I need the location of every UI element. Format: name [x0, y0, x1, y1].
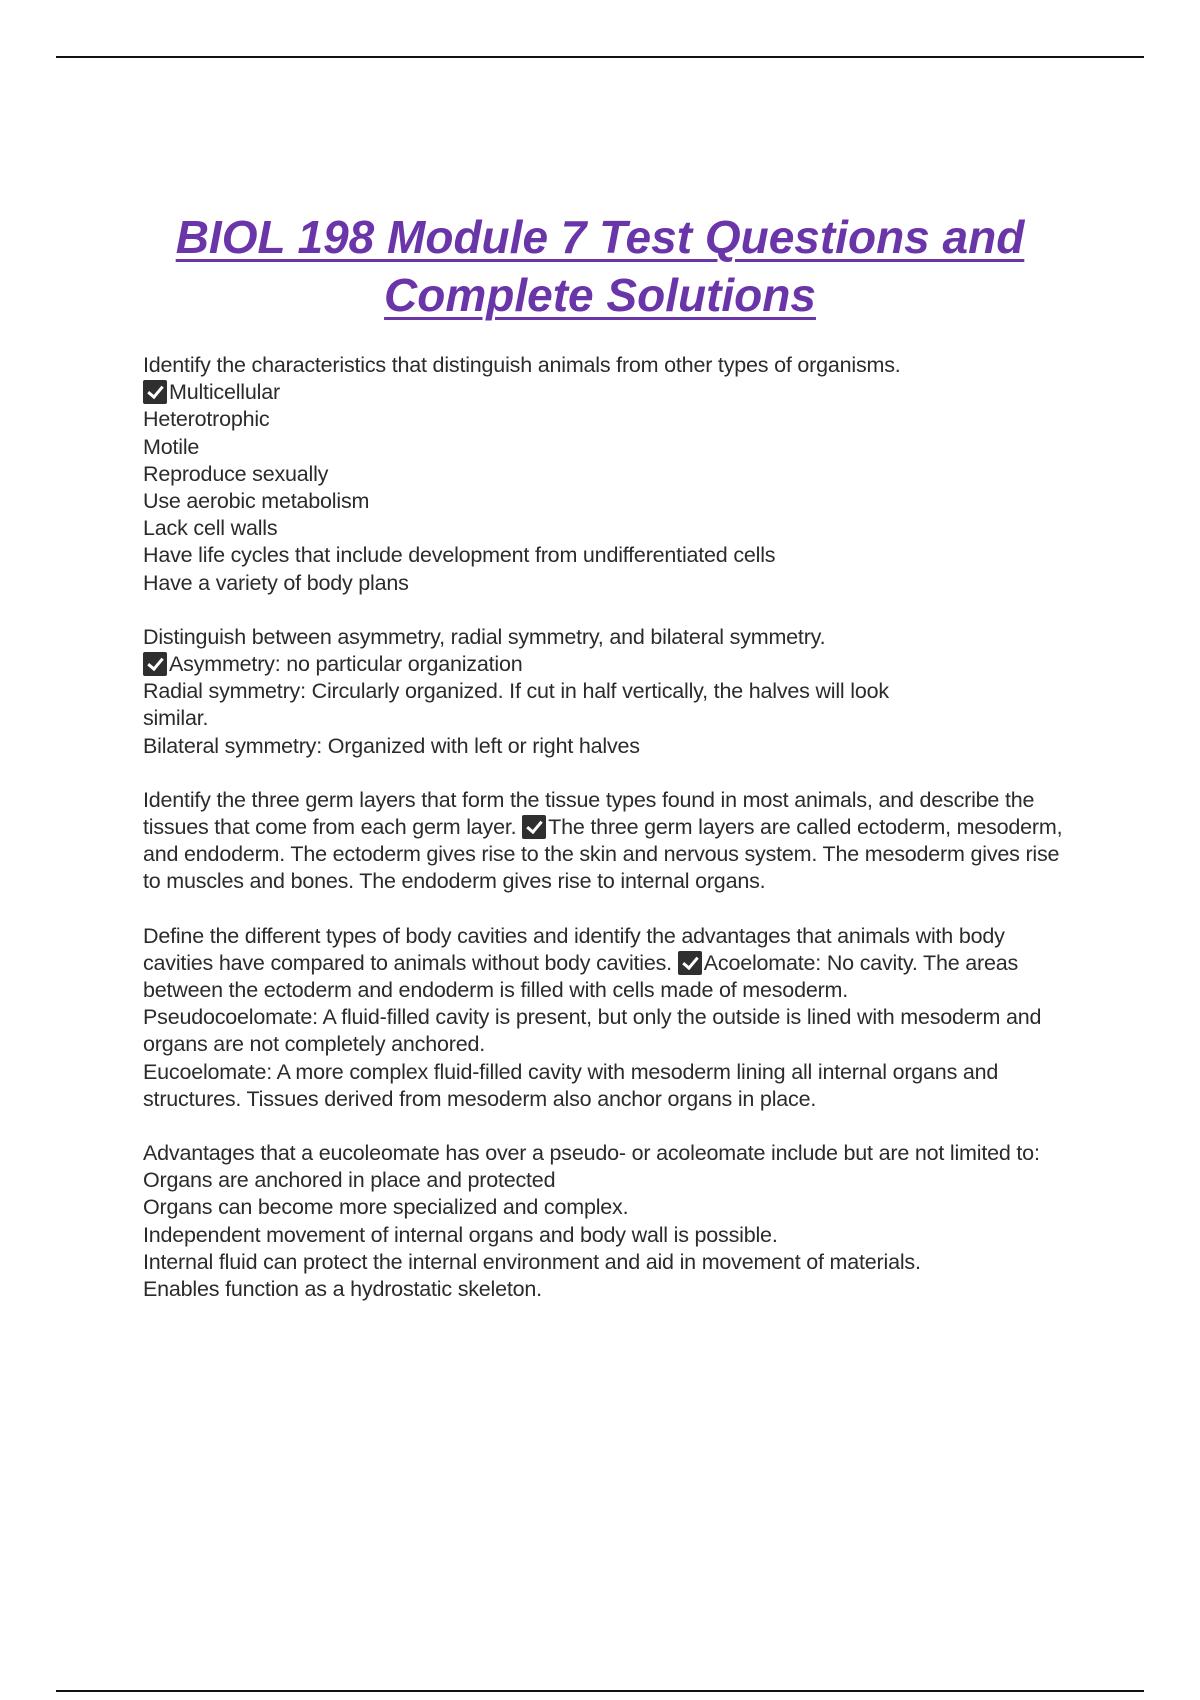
question-text: Identify the three germ layers that form the tissue types found in most animals, and describe the tissues that come from each germ layer.	[143, 787, 1035, 840]
answer-line: Lack cell walls	[143, 516, 278, 541]
title-line-1: BIOL 198 Module 7 Test Questions and	[175, 211, 1025, 263]
answer-line: Asymmetry: no particular organization	[143, 651, 1063, 678]
answer-text: Acoelomate: No cavity. The areas between the ectoderm and endoderm is filled with cells made of mesoderm.	[143, 950, 1019, 1003]
checkmark-icon	[143, 652, 167, 676]
checkmark-icon	[143, 380, 167, 404]
advantage-item: Independent movement of internal organs and body wall is possible.	[143, 1222, 778, 1247]
document-title	[120, 208, 1080, 324]
question-block-germ-layers	[143, 787, 1063, 896]
answer-line: Bilateral symmetry: Organized with left or right halves	[143, 733, 640, 758]
question-block-body-cavities	[143, 923, 1063, 1113]
question-answer-paragraph	[143, 787, 1063, 896]
answer-line: Multicellular	[143, 379, 1063, 406]
answer-line: Reproduce sexually	[143, 461, 329, 486]
answer-line: Heterotrophic	[143, 407, 270, 432]
answer-line: Use aerobic metabolism	[143, 489, 370, 514]
question-block-symmetry	[143, 624, 1063, 760]
checkmark-icon	[522, 815, 546, 839]
bottom-rule	[56, 1690, 1144, 1692]
eucoelomate-text: Eucoelomate: A more complex fluid-filled cavity with mesoderm lining all internal organs and structures. Tissues derived from mesoderm also anchor organs in place.	[143, 1059, 999, 1111]
question-text: Define the different types of body cavities and identify the advantages that animals with body cavities have compared to animals without body cavities.	[143, 923, 1005, 975]
advantage-item: Organs are anchored in place and protected	[143, 1168, 556, 1193]
title-line-2: Complete Solutions	[384, 269, 816, 321]
question-text: Distinguish between asymmetry, radial symmetry, and bilateral symmetry.	[143, 624, 826, 649]
question-text: Identify the characteristics that distinguish animals from other types of organisms.	[143, 353, 901, 377]
answer-text: The three germ layers are called ectoderm, mesoderm, and endoderm. The ectoderm gives rise to the skin and nervous system. The mesoderm gives rise to muscles and bones. The endoderm gives rise to internal organs.	[143, 815, 1063, 894]
pseudocoelomate-text: Pseudocoelomate: A fluid-filled cavity is present, but only the outside is lined with mesoderm and organs are not completely anchored.	[143, 1005, 1042, 1057]
answer-line: Have a variety of body plans	[143, 570, 409, 595]
checkmark-icon	[678, 951, 702, 975]
advantage-item: Organs can become more specialized and complex.	[143, 1195, 629, 1220]
question-block-characteristics	[143, 352, 1063, 597]
question-answer-paragraph	[143, 923, 1063, 1005]
answer-line: similar.	[143, 706, 209, 731]
advantage-item: Enables function as a hydrostatic skeleton.	[143, 1277, 542, 1302]
advantage-item: Internal fluid can protect the internal environment and aid in movement of materials.	[143, 1249, 921, 1274]
answer-line: Have life cycles that include development from undifferentiated cells	[143, 543, 776, 568]
advantages-intro: Advantages that a eucoleomate has over a pseudo- or acoleomate include but are not limited to:	[143, 1141, 1040, 1166]
answer-line: Motile	[143, 434, 200, 459]
answer-line: Radial symmetry: Circularly organized. If cut in half vertically, the halves will look	[143, 679, 889, 704]
top-rule	[56, 56, 1144, 58]
document-body	[143, 352, 1063, 1330]
advantages-block	[143, 1140, 1063, 1303]
